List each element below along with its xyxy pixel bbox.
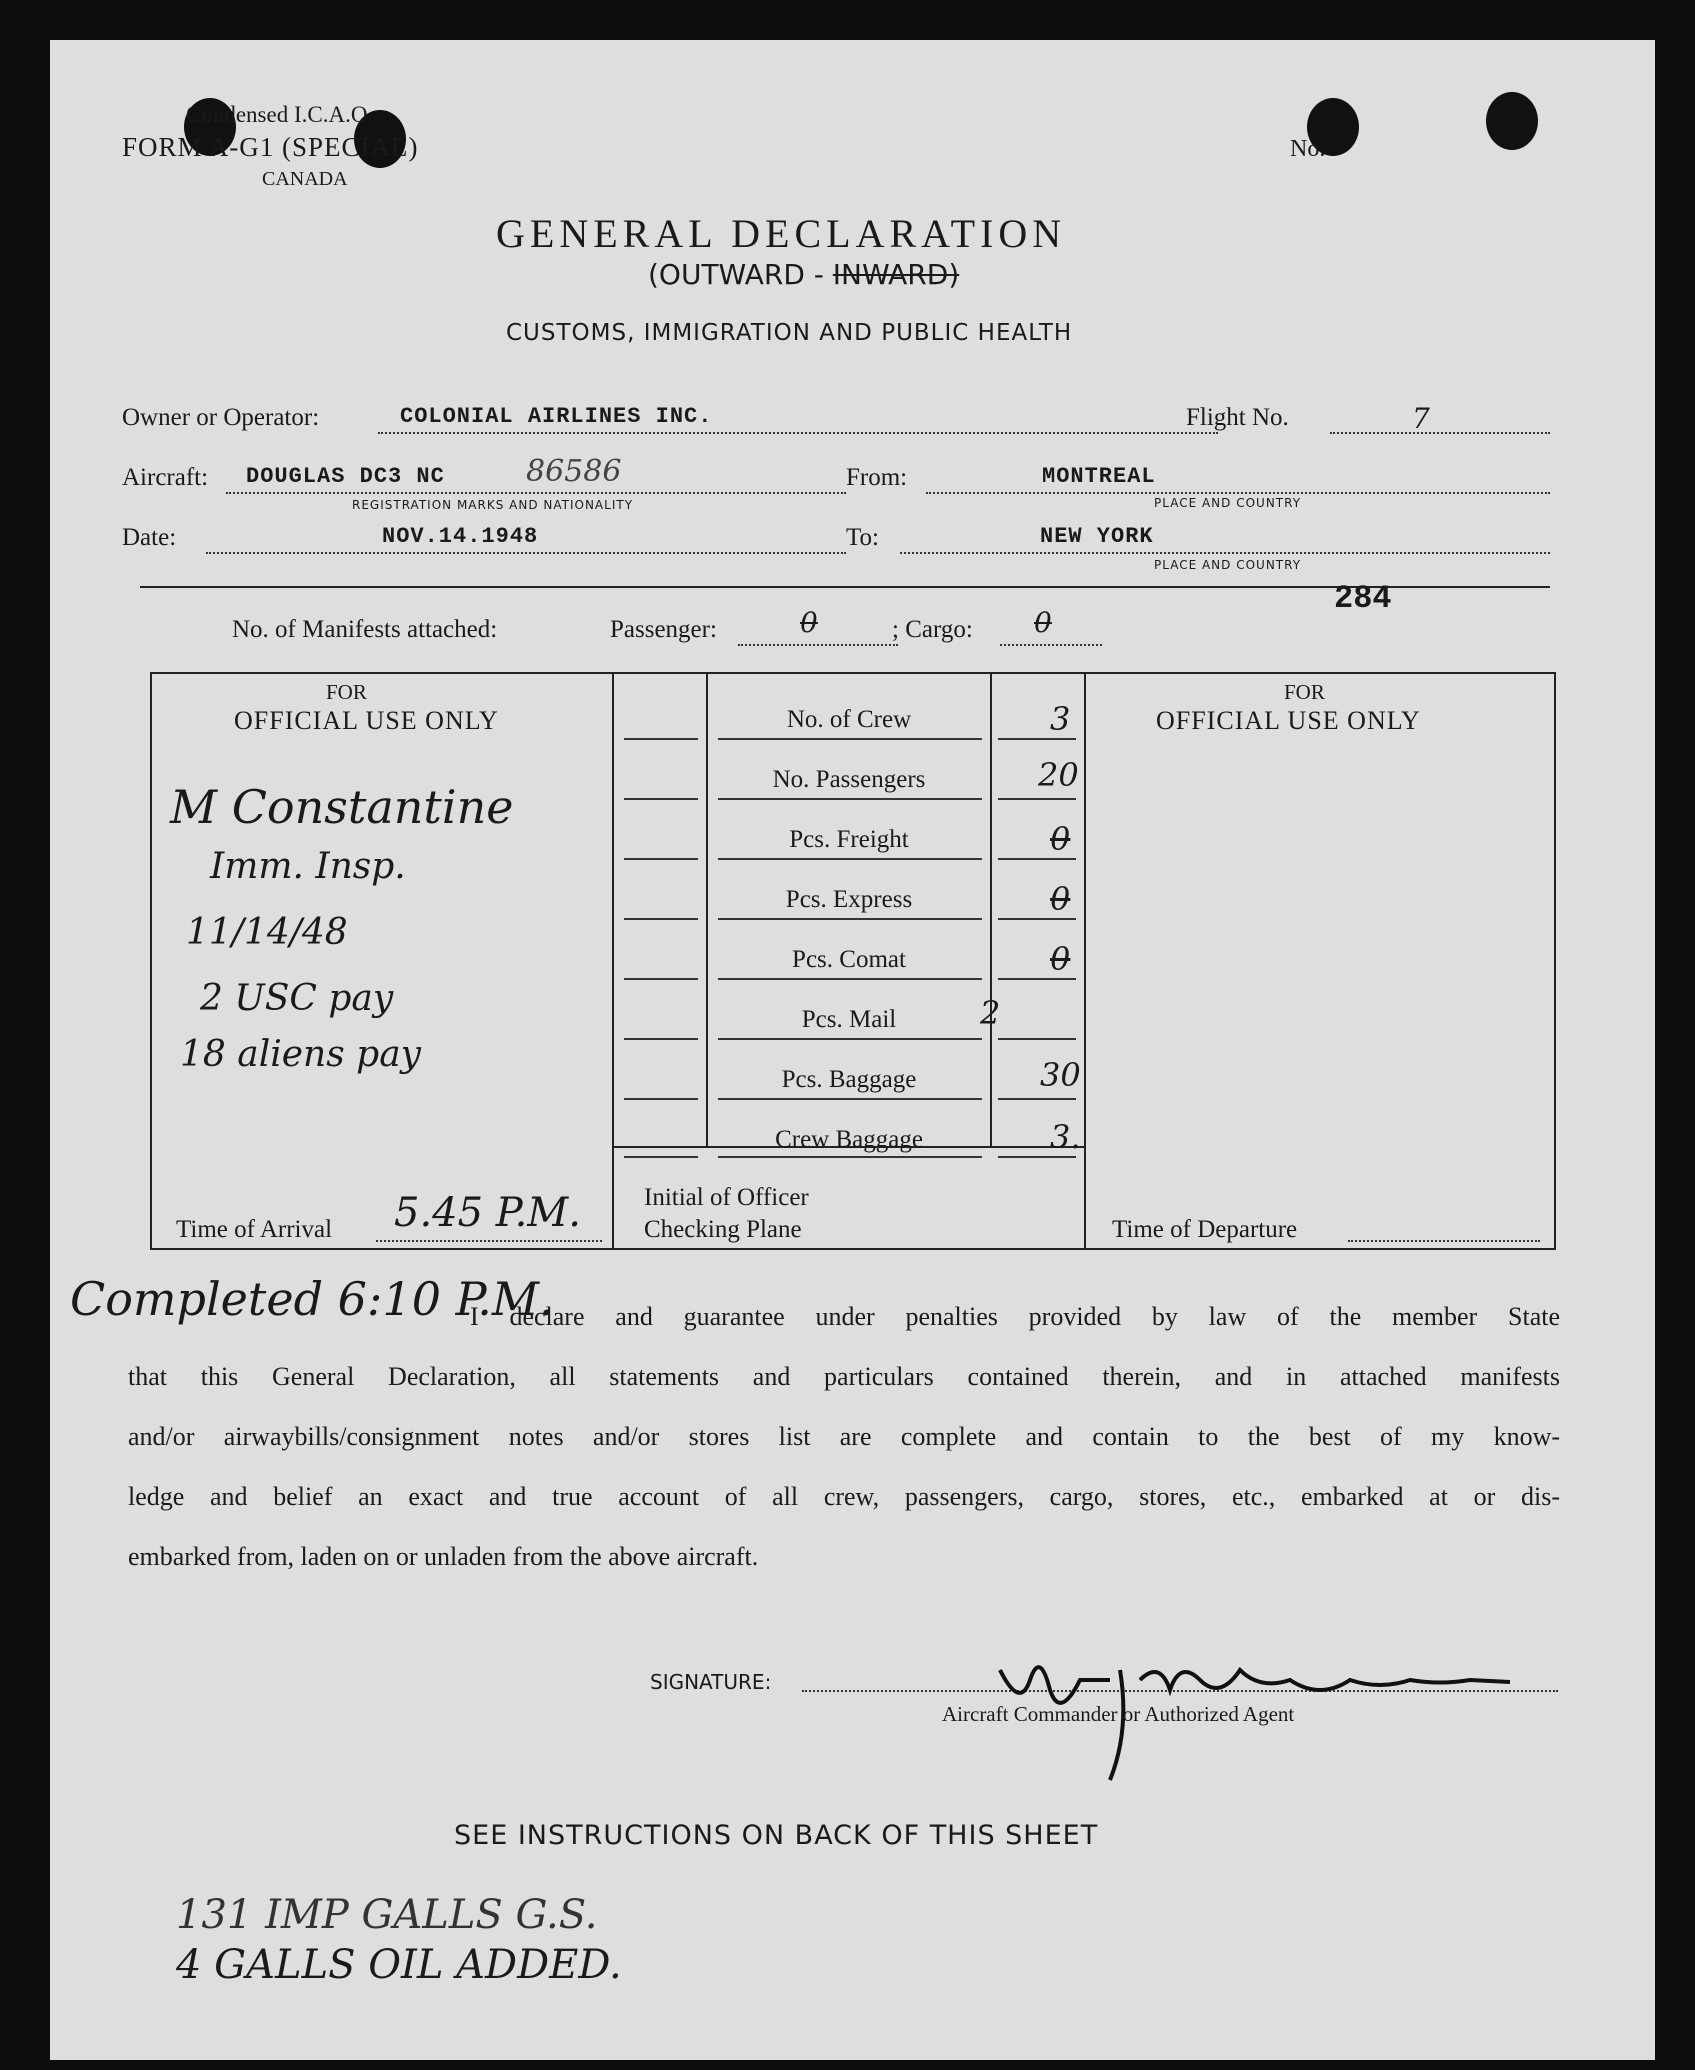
date-dots	[206, 552, 846, 554]
row-label: No. of Crew	[786, 706, 912, 733]
row-label: Pcs. Express	[785, 886, 913, 913]
right-official-header: OFFICIAL USE ONLY	[1156, 706, 1421, 735]
row-value: 0	[1050, 820, 1071, 858]
left-note-2: Imm. Insp.	[210, 846, 406, 887]
left-note-5: 18 aliens pay	[180, 1034, 421, 1075]
arrival-dots	[376, 1240, 602, 1242]
table-div-4	[1084, 672, 1086, 1250]
left-note-4: 2 USC pay	[200, 978, 394, 1019]
row-line-value	[998, 858, 1076, 860]
direction-line	[648, 258, 959, 291]
instructions-note: SEE INSTRUCTIONS ON BACK OF THIS SHEET	[454, 1820, 1099, 1851]
from-place-caption: PLACE AND COUNTRY	[1154, 496, 1302, 510]
declaration-line-5: embarked from, laden on or unladen from the above aircraft.	[128, 1542, 759, 1571]
completed-note: Completed 6:10 P.M.	[70, 1272, 554, 1326]
row-line-value	[998, 1156, 1076, 1158]
form-id: FORM A-G1 (SPECIAL)	[122, 132, 419, 162]
right-official-for: FOR	[1284, 680, 1325, 704]
date-value: NOV.14.1948	[382, 524, 539, 549]
passenger-label: Passenger:	[610, 616, 717, 643]
row-line-label	[718, 918, 982, 920]
row-line-left	[624, 738, 698, 740]
owner-dots	[378, 432, 1218, 434]
stamp-number: 284	[1334, 580, 1392, 617]
from-value: MONTREAL	[1042, 464, 1156, 489]
table-top	[150, 672, 1556, 674]
row-label: Pcs. Mail	[801, 1006, 897, 1033]
punch-hole	[1486, 92, 1538, 150]
row-label: Crew Baggage	[775, 1126, 923, 1153]
row-label: Pcs. Comat	[792, 946, 906, 973]
form-country: CANADA	[262, 168, 348, 190]
row-line-value	[998, 1098, 1076, 1100]
form-condensed: Condensed I.C.A.O.	[186, 102, 374, 127]
page-subtitle: CUSTOMS, IMMIGRATION AND PUBLIC HEALTH	[506, 320, 1073, 346]
aircraft-dots	[226, 492, 846, 494]
signature-label: SIGNATURE:	[650, 1670, 772, 1694]
table-div-3	[990, 672, 992, 1146]
aircraft-handwritten: 86586	[526, 454, 622, 489]
row-label: No. Passengers	[772, 766, 926, 793]
to-label: To:	[846, 524, 879, 551]
owner-label: Owner or Operator:	[122, 404, 320, 431]
page-title: GENERAL DECLARATION	[496, 211, 1067, 256]
cargo-label: ; Cargo:	[892, 616, 973, 643]
row-value: 3.	[1050, 1118, 1081, 1156]
arrival-label: Time of Arrival	[176, 1216, 333, 1243]
row-line-label	[718, 738, 982, 740]
row-line-value	[998, 1038, 1076, 1040]
manifests-label: No. of Manifests attached:	[232, 616, 498, 643]
cargo-value: 0	[1034, 606, 1052, 639]
row-value: 30	[1040, 1056, 1081, 1094]
to-dots	[900, 552, 1550, 554]
row-line-left	[624, 1038, 698, 1040]
row-value: 3	[1050, 700, 1071, 738]
left-official-for: FOR	[326, 680, 367, 704]
declaration-line-1: I declare and guarantee under penalties provided by law of the member State	[470, 1302, 1560, 1331]
row-line-label	[718, 798, 982, 800]
row-line-value	[998, 798, 1076, 800]
row-line-value	[998, 978, 1076, 980]
initial-label-2: Checking Plane	[644, 1216, 802, 1243]
to-value: NEW YORK	[1040, 524, 1154, 549]
row-value: 0	[1050, 940, 1071, 978]
departure-dots	[1348, 1240, 1540, 1242]
row-line-label	[718, 1098, 982, 1100]
aircraft-label: Aircraft:	[122, 464, 209, 491]
flight-label: Flight No.	[1186, 404, 1289, 431]
row-line-left	[624, 918, 698, 920]
row-line-left	[624, 1098, 698, 1100]
cargo-dots	[1000, 644, 1102, 646]
left-note-1: M Constantine	[170, 780, 514, 834]
row-value: 2	[980, 994, 1001, 1032]
registration-caption: REGISTRATION MARKS AND NATIONALITY	[352, 498, 634, 512]
to-place-caption: PLACE AND COUNTRY	[1154, 558, 1302, 572]
initial-label-1: Initial of Officer	[644, 1184, 809, 1211]
departure-label: Time of Departure	[1112, 1216, 1298, 1243]
table-bottom	[150, 1248, 1556, 1250]
left-official-header: OFFICIAL USE ONLY	[234, 706, 499, 735]
owner-value: COLONIAL AIRLINES INC.	[400, 404, 713, 429]
flight-dots	[1330, 432, 1550, 434]
declaration-sheet	[50, 40, 1655, 2060]
footer-note-1: 131 IMP GALLS G.S.	[176, 1892, 598, 1938]
row-line-label	[718, 1038, 982, 1040]
row-label: Pcs. Baggage	[781, 1066, 917, 1093]
direction-outward: (OUTWARD -	[648, 258, 833, 291]
arrival-value: 5.45 P.M.	[394, 1190, 581, 1236]
row-line-left	[624, 978, 698, 980]
table-right	[1554, 672, 1556, 1250]
row-line-left	[624, 1156, 698, 1158]
table-left	[150, 672, 152, 1250]
from-label: From:	[846, 464, 908, 491]
signature-caption: Aircraft Commander or Authorized Agent	[942, 1702, 1295, 1726]
direction-inward: INWARD)	[832, 258, 960, 291]
row-line-value	[998, 918, 1076, 920]
declaration-line-2: that this General Declaration, all statements and particulars contained therein, and in attached manifests	[128, 1362, 1560, 1391]
row-line-value	[998, 738, 1076, 740]
declaration-line-3: and/or airwaybills/consignment notes and/or stores list are complete and contain to the best of my know-	[128, 1422, 1560, 1451]
left-note-3: 11/14/48	[186, 912, 348, 953]
from-dots	[926, 492, 1550, 494]
row-value: 20	[1038, 756, 1079, 794]
passenger-dots	[738, 644, 898, 646]
row-value: 0	[1050, 880, 1071, 918]
row-line-label	[718, 1156, 982, 1158]
footer-note-2: 4 GALLS OIL ADDED.	[176, 1942, 622, 1988]
row-line-left	[624, 858, 698, 860]
row-label: Pcs. Freight	[789, 826, 909, 853]
table-div-2	[706, 672, 708, 1146]
flight-value: 7	[1412, 402, 1430, 435]
row-line-label	[718, 858, 982, 860]
date-label: Date:	[122, 524, 177, 551]
form-number-label: No.	[1290, 136, 1326, 162]
aircraft-value: DOUGLAS DC3 NC	[246, 464, 445, 489]
row-line-label	[718, 978, 982, 980]
passenger-value: 0	[800, 606, 818, 639]
table-div-1	[612, 672, 614, 1250]
declaration-line-4: ledge and belief an exact and true account of all crew, passengers, cargo, stores, etc., embarked at or dis-	[128, 1482, 1560, 1511]
row-line-left	[624, 798, 698, 800]
